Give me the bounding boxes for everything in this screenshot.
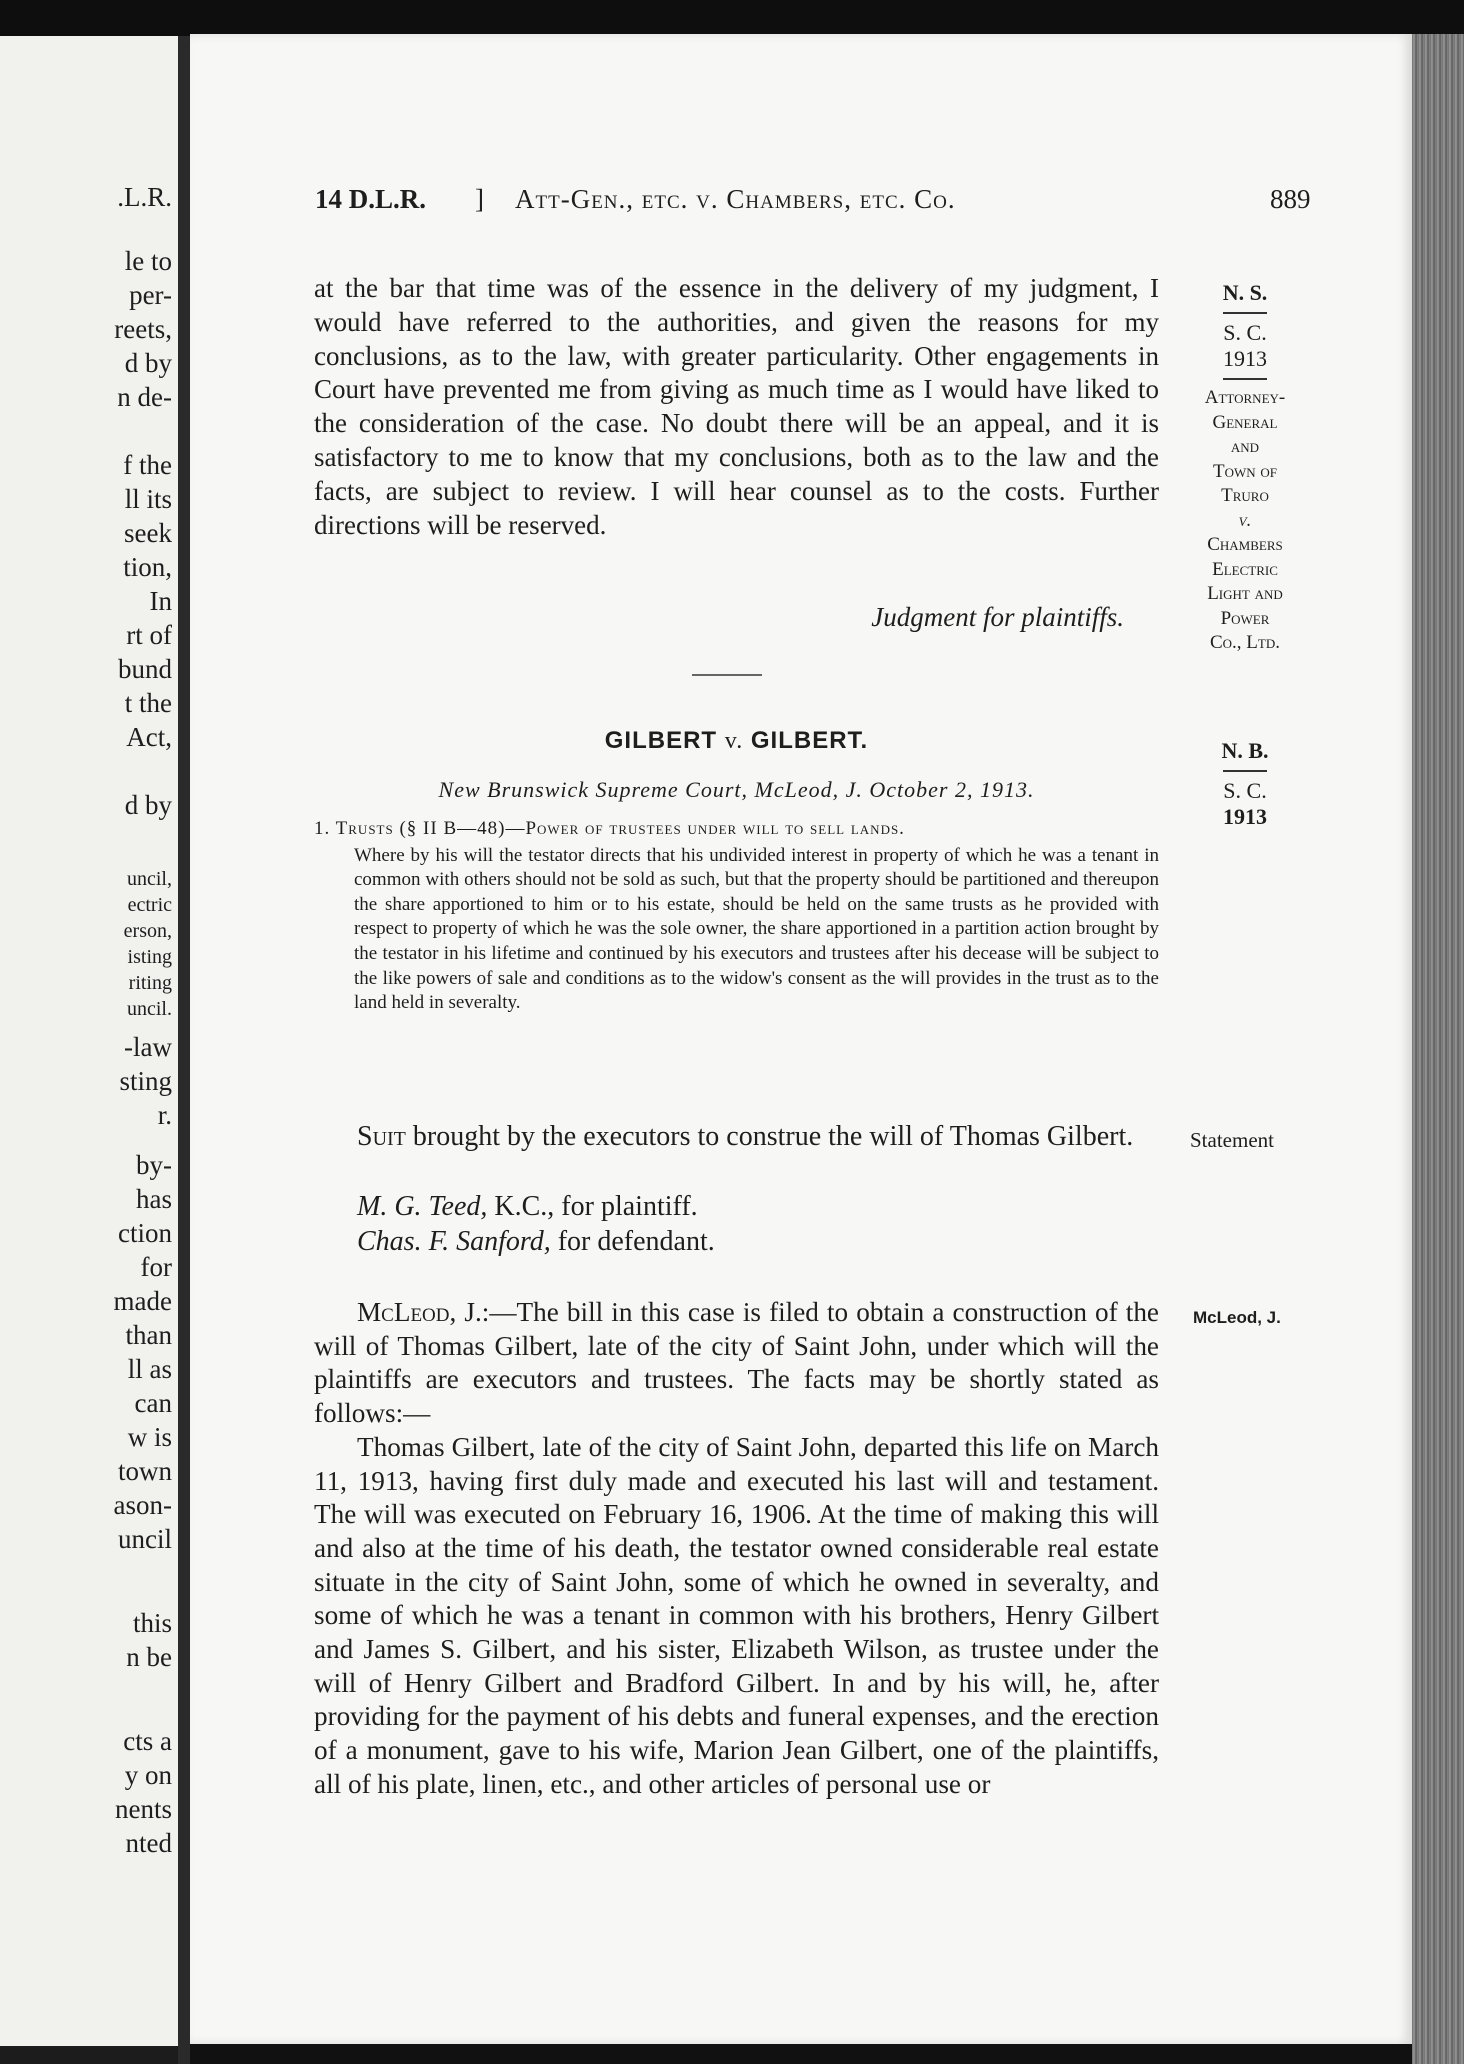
facing-text: ectric bbox=[127, 894, 172, 916]
document-page bbox=[190, 34, 1412, 2044]
margin-statement-label: Statement bbox=[1190, 1128, 1274, 1152]
facing-text: n de- bbox=[117, 382, 172, 412]
margin-province: N. B. bbox=[1221, 738, 1269, 763]
margin-party-line: Power bbox=[1220, 607, 1270, 629]
facing-text: for bbox=[140, 1252, 172, 1282]
counsel-plaintiff bbox=[357, 1191, 698, 1223]
facing-text: t the bbox=[124, 688, 172, 718]
facing-text: has bbox=[136, 1184, 172, 1214]
court-line: New Brunswick Supreme Court, McLeod, J. October 2, 1913. bbox=[438, 777, 1035, 802]
facing-text: uncil. bbox=[127, 998, 172, 1020]
margin-judge-label: McLeod, J. bbox=[1193, 1308, 1281, 1327]
margin-party-line: and bbox=[1230, 436, 1260, 457]
facing-text: tion, bbox=[123, 552, 172, 582]
margin-party-line: Chambers bbox=[1207, 534, 1283, 555]
facing-text: bund bbox=[118, 654, 172, 684]
facing-text: uncil, bbox=[127, 868, 172, 890]
facing-text: n be bbox=[126, 1642, 172, 1672]
head-separator: ] bbox=[475, 184, 484, 214]
facing-text: than bbox=[125, 1320, 172, 1350]
facing-text: Act, bbox=[126, 722, 172, 752]
volume-ref: 14 D.L.R. bbox=[315, 184, 427, 214]
margin-party-line: Truro bbox=[1221, 485, 1269, 506]
statement-lead: Suit bbox=[357, 1121, 406, 1152]
counsel-role: K.C., for plaintiff. bbox=[487, 1191, 698, 1222]
facing-text: made bbox=[113, 1286, 172, 1316]
facing-page-fragment bbox=[0, 36, 178, 2046]
headnote-title: 1. Trusts (§ II B—48)—Power of trustees under will to sell lands. bbox=[314, 818, 905, 839]
facing-text: cts a bbox=[123, 1726, 172, 1756]
facing-text: riting bbox=[128, 972, 172, 994]
margin-rule bbox=[1223, 770, 1267, 772]
facing-text: In bbox=[149, 586, 172, 616]
running-head bbox=[315, 184, 1464, 224]
facing-text: town bbox=[118, 1456, 172, 1486]
page-number: 889 bbox=[1270, 184, 1311, 214]
facing-text: can bbox=[134, 1388, 172, 1418]
facing-text: w is bbox=[127, 1422, 172, 1452]
margin-party-line: General bbox=[1212, 411, 1278, 433]
margin-party-line: Light and bbox=[1207, 583, 1283, 604]
book-gutter bbox=[178, 36, 190, 2064]
facing-text: ll its bbox=[124, 484, 172, 514]
opinion bbox=[314, 1296, 1159, 1802]
margin-parties bbox=[1170, 386, 1320, 656]
judgment-line: Judgment for plaintiffs. bbox=[871, 602, 1124, 632]
case-title bbox=[314, 727, 1159, 755]
scan-top-border bbox=[0, 0, 1464, 36]
opinion-paragraph bbox=[314, 1296, 1159, 1431]
facing-text: reets, bbox=[114, 314, 172, 344]
facing-text: le to bbox=[124, 246, 172, 276]
counsel-defendant bbox=[357, 1226, 715, 1258]
facing-text: uncil bbox=[118, 1524, 172, 1554]
facing-text: isting bbox=[127, 946, 172, 968]
scan-bottom-border bbox=[190, 2044, 1412, 2064]
margin-note-first-case bbox=[1170, 280, 1320, 656]
running-title: Att-Gen., etc. v. Chambers, etc. Co. bbox=[515, 184, 956, 214]
facing-text: sting bbox=[119, 1066, 172, 1096]
counsel-name: M. G. Teed, bbox=[357, 1191, 488, 1222]
margin-party-line: Town of bbox=[1212, 460, 1278, 482]
facing-text: d by bbox=[124, 348, 172, 378]
headnote bbox=[314, 817, 1159, 1016]
versus: v. bbox=[724, 728, 744, 754]
margin-court: S. C. bbox=[1223, 320, 1267, 345]
facing-text: r. bbox=[157, 1100, 172, 1130]
facing-text: per- bbox=[129, 280, 172, 310]
margin-party-line: v. bbox=[1238, 509, 1252, 531]
party-a: GILBERT bbox=[604, 727, 718, 754]
facing-text: nents bbox=[115, 1794, 172, 1824]
facing-text: erson, bbox=[123, 920, 172, 942]
margin-rule bbox=[1223, 378, 1267, 380]
facing-text: seek bbox=[124, 518, 172, 548]
facing-text: d by bbox=[124, 790, 172, 820]
margin-rule bbox=[1223, 312, 1267, 314]
facing-text: by- bbox=[136, 1150, 172, 1180]
counsel-name: Chas. F. Sanford, bbox=[357, 1226, 551, 1257]
party-b: GILBERT. bbox=[750, 727, 869, 754]
opinion-paragraph: Thomas Gilbert, late of the city of Saint John, departed this life on March 11, 1913, having first duly made and executed his last will and testament. The will was executed on February 16, 1906. At the time of making this will and also at the time of his death, the testator owned considerable real estate situate in the city of Saint John, some of which he owned in severalty, and some of which he was a tenant in common with his brothers, Henry Gilbert and James S. Gilbert, and his sister, Elizabeth Wilson, as trustee under the will of Henry Gilbert and Bradford Gilbert. In and by his will, he, after providing for the payment of his debts and funeral expenses, and the erection of a monument, gave to his wife, Marion Jean Gilbert, one of the plaintiffs, all of his plate, linen, etc., and other articles of personal use or bbox=[314, 1431, 1159, 1799]
facing-text: f the bbox=[123, 450, 172, 480]
facing-text: nted bbox=[125, 1828, 172, 1858]
margin-court: S. C. bbox=[1223, 778, 1267, 803]
continued-paragraph: at the bar that time was of the essence in the delivery of my judgment, I would have referred to the authorities, and given the reasons for my conclusions, as to the law, with greater particularity. Other engagements in Court have prevented me from giving as much time as I would have liked to the consideration of the case. No doubt there will be an appeal, and it is satisfactory to me to know that my conclusions, both as to the law and the facts, are subject to review. I will hear counsel as to the costs. Further directions will be reserved. bbox=[314, 273, 1159, 540]
statement-paragraph bbox=[314, 1119, 1159, 1154]
margin-province: N. S. bbox=[1222, 280, 1268, 305]
judge-name: McLeod, J. bbox=[357, 1297, 482, 1327]
statement-text: brought by the executors to construe the will of Thomas Gilbert. bbox=[405, 1121, 1134, 1152]
facing-text: .L.R. bbox=[117, 182, 172, 212]
facing-text: ction bbox=[118, 1218, 172, 1248]
book-page-edges bbox=[1412, 34, 1464, 2064]
facing-text: ll as bbox=[127, 1354, 172, 1384]
headnote-body: Where by his will the testator directs that his undivided interest in property of which he was a tenant in common with others should not be sold as such, but that the property should be partitioned and thereupon the share apportioned to him or to his estate, should be held on the same trusts as he provided with respect to property of which he was the sole owner, the share apportioned in a partition action brought by the testator in his lifetime and continued by his executors and trustees after his decease will be subject to the like powers of sale and conditions as to the widow's consent as the will provides in the trust as to the land held in severalty. bbox=[354, 844, 1159, 1014]
facing-text: this bbox=[132, 1608, 172, 1638]
margin-party-line: Co., Ltd. bbox=[1210, 632, 1280, 653]
margin-party-line: Electric bbox=[1212, 558, 1278, 580]
opinion-text: :—The bill in this case is filed to obtain a construction of the will of Thomas Gilbert, late of the city of Saint John, under which will the plaintiffs are executors and trustees. The facts may be shortly stated as follows:— bbox=[314, 1297, 1159, 1429]
counsel-role: for defendant. bbox=[550, 1226, 715, 1257]
case-divider bbox=[692, 674, 762, 676]
margin-party-line: Attorney- bbox=[1204, 387, 1286, 408]
margin-note-second-case bbox=[1170, 738, 1320, 830]
facing-text: rt of bbox=[126, 620, 172, 650]
facing-text: ason- bbox=[113, 1490, 172, 1520]
facing-text: -law bbox=[124, 1032, 172, 1062]
facing-text: y on bbox=[124, 1760, 172, 1790]
margin-year: 1913 bbox=[1223, 804, 1267, 829]
margin-year: 1913 bbox=[1223, 346, 1267, 371]
